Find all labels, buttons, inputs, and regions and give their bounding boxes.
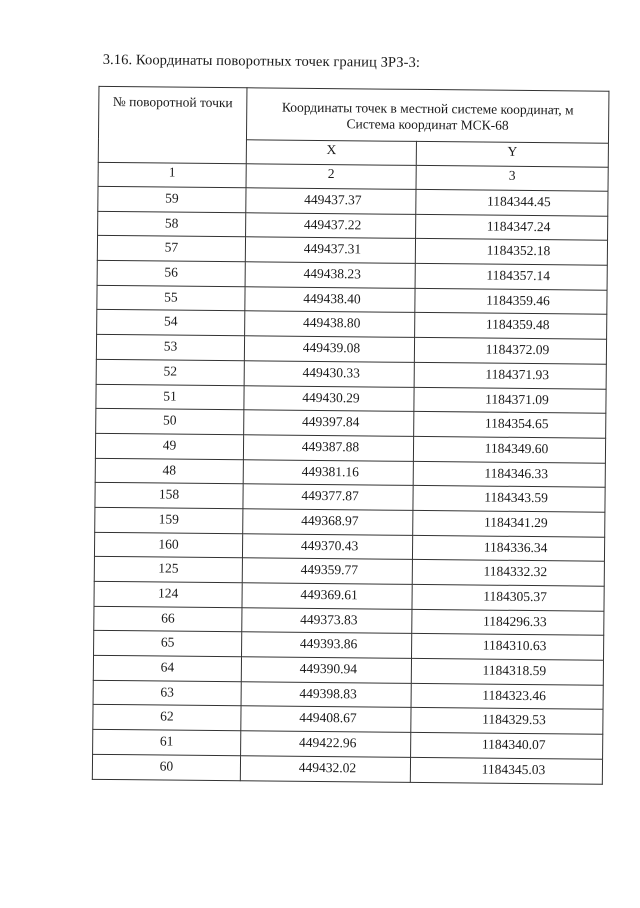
x-coordinate-cell: 449390.94: [241, 657, 411, 683]
y-coordinate-cell: 1184323.46: [411, 683, 603, 710]
y-coordinate-cell: 1184359.48: [415, 313, 607, 340]
x-coordinate-cell: 449393.86: [242, 632, 412, 658]
y-coordinate-cell: 1184371.09: [414, 387, 606, 414]
y-coordinate-cell: 1184352.18: [415, 239, 607, 266]
x-coordinate-cell: 449437.37: [246, 188, 416, 214]
point-number-cell: 49: [95, 433, 243, 459]
y-coordinate-cell: 1184341.29: [413, 510, 605, 537]
table-header-row: [98, 86, 608, 143]
x-coordinate-cell: 449437.31: [245, 237, 415, 263]
y-coordinate-cell: 1184371.93: [414, 362, 606, 389]
section-heading: 3.16. Координаты поворотных точек границ ЗРЗ-3:: [102, 51, 421, 71]
y-coordinate-cell: 1184296.33: [412, 609, 604, 636]
y-coordinate-cell: 1184344.45: [416, 189, 608, 216]
table-row: [92, 754, 602, 784]
y-coordinate-cell: 1184332.32: [412, 560, 604, 587]
coordinate-system-header: [246, 88, 608, 143]
x-coordinate-cell: 449370.43: [242, 533, 412, 559]
point-number-cell: 65: [94, 631, 242, 657]
point-number-cell: 62: [93, 705, 241, 731]
point-number-cell: 63: [93, 680, 241, 706]
y-coordinate-cell: 1184305.37: [412, 584, 604, 611]
point-number-cell: 52: [96, 359, 244, 385]
x-coordinate-cell: 449430.33: [244, 361, 414, 387]
point-number-cell: 125: [94, 557, 242, 583]
y-axis-header: Y: [416, 141, 608, 167]
y-coordinate-cell: 1184354.65: [414, 412, 606, 439]
point-number-cell: 64: [93, 655, 241, 681]
point-number-cell: 51: [96, 384, 244, 410]
point-number-cell: 60: [92, 754, 240, 780]
y-coordinate-cell: 1184346.33: [413, 461, 605, 488]
y-coordinate-cell: 1184329.53: [411, 708, 603, 735]
x-coordinate-cell: 449422.96: [241, 731, 411, 757]
x-coordinate-cell: 449381.16: [243, 459, 413, 485]
y-coordinate-cell: 1184372.09: [414, 338, 606, 365]
x-coordinate-cell: 449387.88: [243, 435, 413, 461]
point-number-cell: 53: [96, 334, 244, 360]
y-coordinate-cell: 1184343.59: [413, 486, 605, 513]
x-coordinate-cell: 449438.23: [245, 262, 415, 288]
point-number-cell: 124: [94, 581, 242, 607]
y-coordinate-cell: 1184310.63: [412, 634, 604, 661]
point-number-cell: 159: [95, 507, 243, 533]
x-coordinate-cell: 449437.22: [246, 212, 416, 238]
x-coordinate-cell: 449432.02: [240, 756, 410, 782]
point-number-cell: 61: [93, 729, 241, 755]
point-number-cell: 54: [97, 310, 245, 336]
point-number-cell: 57: [97, 236, 245, 262]
x-coordinate-cell: 449430.29: [244, 385, 414, 411]
x-coordinate-cell: 449369.61: [242, 583, 412, 609]
column-number-1: 1: [98, 162, 246, 187]
column-number-3: 3: [416, 165, 608, 191]
point-number-cell: 66: [94, 606, 242, 632]
y-coordinate-cell: 1184357.14: [415, 263, 607, 290]
y-coordinate-cell: 1184318.59: [411, 658, 603, 685]
point-number-cell: 56: [97, 260, 245, 286]
point-number-cell: 160: [94, 532, 242, 558]
coordinate-system-line2: Система координат МСК-68: [346, 116, 509, 133]
y-coordinate-cell: 1184340.07: [411, 733, 603, 760]
x-coordinate-cell: 449438.40: [245, 287, 415, 313]
x-coordinate-cell: 449373.83: [242, 607, 412, 633]
point-number-header: № поворотной точки: [98, 86, 247, 163]
x-coordinate-cell: 449359.77: [242, 558, 412, 584]
y-coordinate-cell: 1184359.46: [415, 288, 607, 315]
x-coordinate-cell: 449439.08: [244, 336, 414, 362]
coordinate-system-line1: Координаты точек в местной системе координат, м: [281, 99, 574, 118]
y-coordinate-cell: 1184336.34: [412, 535, 604, 562]
point-number-cell: 48: [95, 458, 243, 484]
x-coordinate-cell: 449397.84: [244, 410, 414, 436]
x-coordinate-cell: 449368.97: [243, 509, 413, 535]
coordinates-table: [92, 86, 610, 784]
point-number-cell: 55: [97, 285, 245, 311]
y-coordinate-cell: 1184349.60: [413, 436, 605, 463]
x-axis-header: X: [246, 140, 416, 166]
point-number-cell: 58: [98, 211, 246, 237]
x-coordinate-cell: 449438.80: [245, 311, 415, 337]
point-number-cell: 158: [95, 483, 243, 509]
table-body: [92, 186, 608, 783]
x-coordinate-cell: 449377.87: [243, 484, 413, 510]
point-number-cell: 59: [98, 186, 246, 212]
y-coordinate-cell: 1184345.03: [410, 757, 602, 784]
y-coordinate-cell: 1184347.24: [416, 214, 608, 241]
point-number-cell: 50: [96, 409, 244, 435]
column-number-2: 2: [246, 164, 416, 190]
x-coordinate-cell: 449398.83: [241, 682, 411, 708]
x-coordinate-cell: 449408.67: [241, 706, 411, 732]
